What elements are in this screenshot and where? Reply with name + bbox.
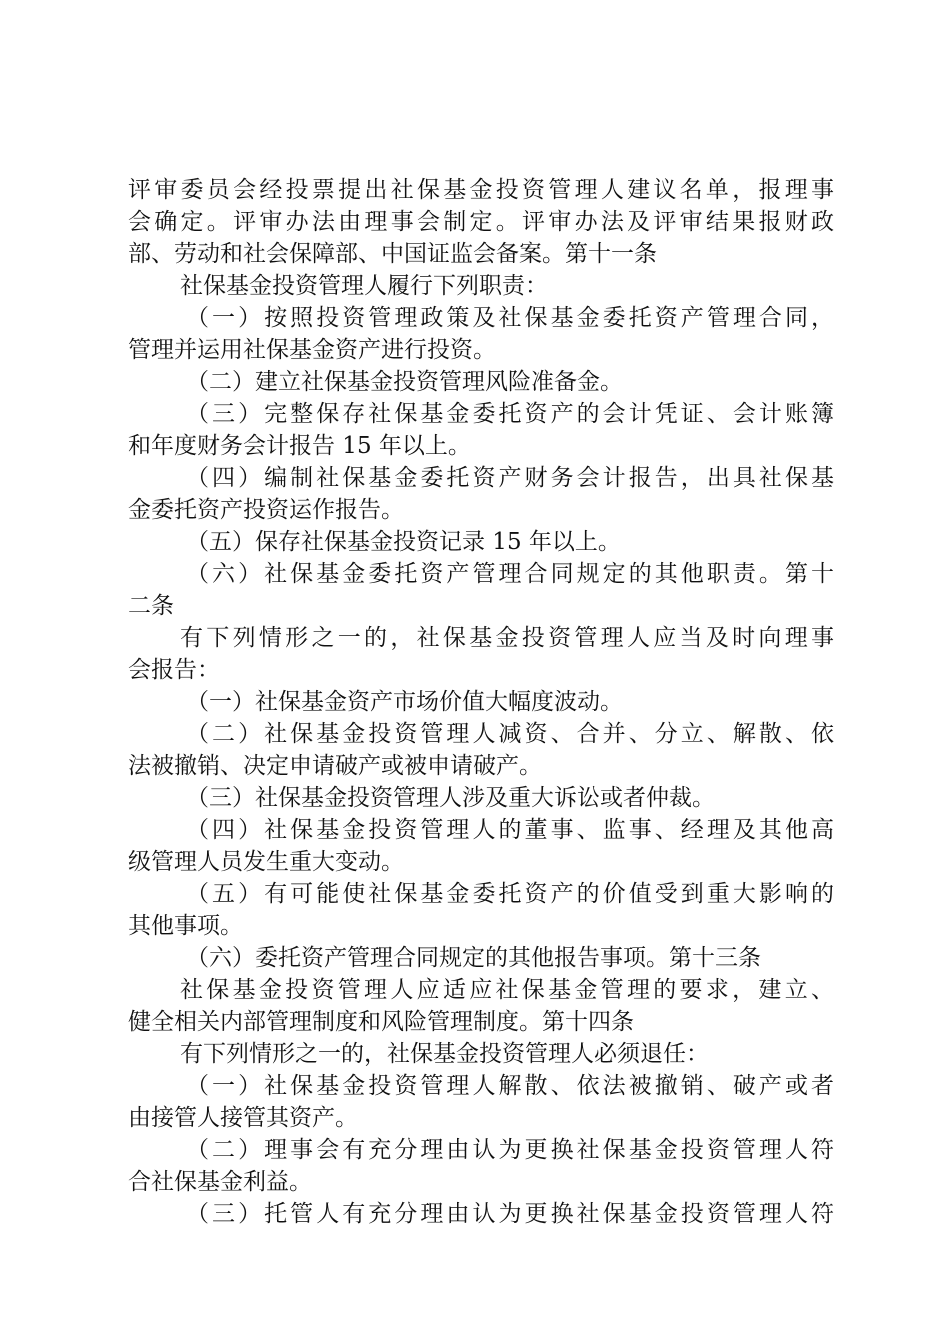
text-line: 评审委员会经投票提出社保基金投资管理人建议名单，报理事 [128, 177, 834, 203]
text-line: 会报告： [128, 657, 220, 683]
text-line: 和年度财务会计报告 15 年以上。 [128, 433, 471, 459]
text-line: （六）社保基金委托资产管理合同规定的其他职责。第十 [186, 561, 834, 587]
text-line: 有下列情形之一的，社保基金投资管理人应当及时向理事 [180, 625, 834, 651]
text-line: 健全相关内部管理制度和风险管理制度。第十四条 [128, 1009, 634, 1035]
text-line: （五）保存社保基金投资记录 15 年以上。 [186, 529, 621, 555]
text-line: 会确定。评审办法由理事会制定。评审办法及评审结果报财政 [128, 209, 834, 235]
text-line: （三）托管人有充分理由认为更换社保基金投资管理人符 [186, 1201, 834, 1227]
text-line: （二）社保基金投资管理人减资、合并、分立、解散、依 [186, 721, 834, 747]
text-line: （三）完整保存社保基金委托资产的会计凭证、会计账簿 [186, 401, 834, 427]
text-line: （二）建立社保基金投资管理风险准备金。 [186, 369, 623, 395]
text-line: 金委托资产投资运作报告。 [128, 497, 404, 523]
text-line: （一）社保基金投资管理人解散、依法被撤销、破产或者 [186, 1073, 834, 1099]
text-line: （六）委托资产管理合同规定的其他报告事项。第十三条 [186, 945, 761, 971]
text-line: 社保基金投资管理人履行下列职责： [180, 273, 548, 299]
text-line: 二条 [128, 593, 174, 619]
text-line: 级管理人员发生重大变动。 [128, 849, 404, 875]
text-line: （一）社保基金资产市场价值大幅度波动。 [186, 689, 623, 715]
text-line: （三）社保基金投资管理人涉及重大诉讼或者仲裁。 [186, 785, 715, 811]
text-line: 合社保基金利益。 [128, 1169, 312, 1195]
text-line: 法被撤销、决定申请破产或被申请破产。 [128, 753, 542, 779]
text-line: 部、劳动和社会保障部、中国证监会备案。第十一条 [128, 241, 657, 267]
text-line: （五）有可能使社保基金委托资产的价值受到重大影响的 [186, 881, 834, 907]
text-line: （四）社保基金投资管理人的董事、监事、经理及其他高 [186, 817, 834, 843]
text-line: （二）理事会有充分理由认为更换社保基金投资管理人符 [186, 1137, 834, 1163]
text-line: 社保基金投资管理人应适应社保基金管理的要求，建立、 [180, 977, 834, 1003]
text-line: 管理并运用社保基金资产进行投资。 [128, 337, 496, 363]
text-line: 其他事项。 [128, 913, 243, 939]
text-line: 有下列情形之一的，社保基金投资管理人必须退任： [180, 1041, 709, 1067]
text-line: 由接管人接管其资产。 [128, 1105, 358, 1131]
text-line: （四）编制社保基金委托资产财务会计报告，出具社保基 [186, 465, 834, 491]
text-line: （一）按照投资管理政策及社保基金委托资产管理合同， [186, 305, 834, 331]
